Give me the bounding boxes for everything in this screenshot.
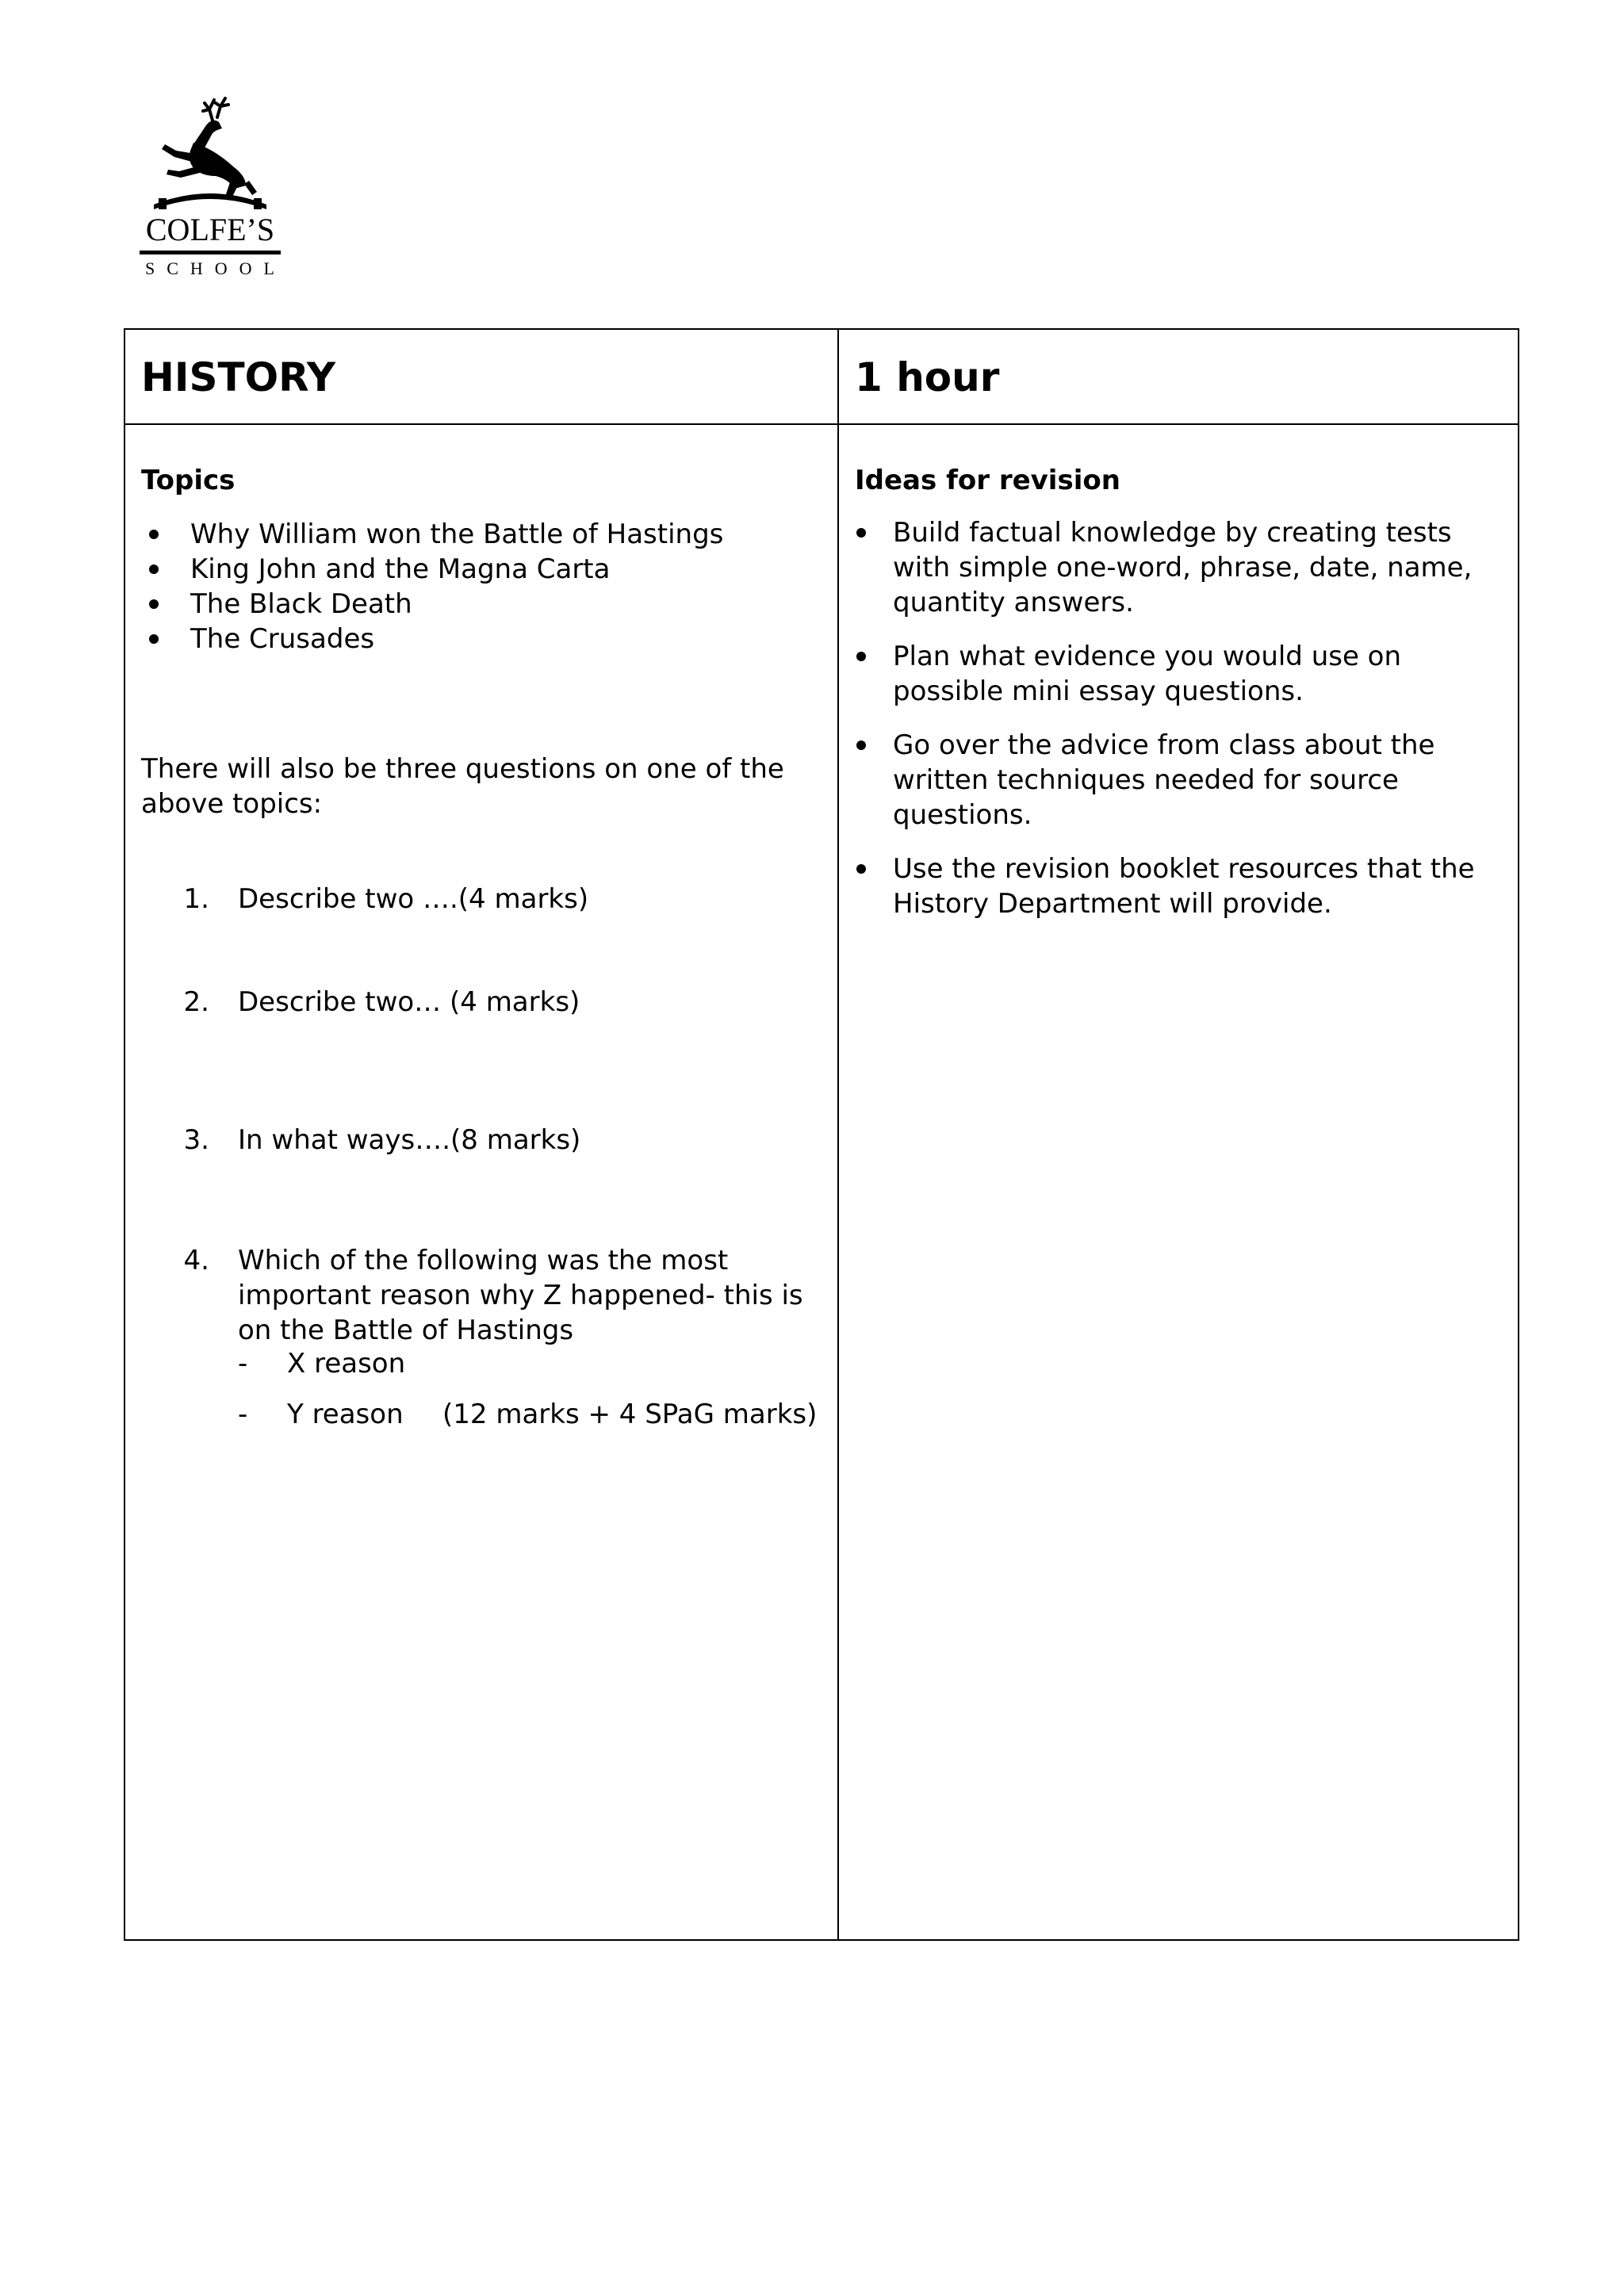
duration-title: 1 hour bbox=[855, 354, 1000, 400]
school-logo bbox=[127, 94, 293, 287]
revision-idea: Go over the advice from class about the written techniques needed for source questions. bbox=[855, 728, 1505, 832]
question-text: Describe two… (4 marks) bbox=[238, 986, 580, 1018]
question-text: Describe two ….(4 marks) bbox=[238, 883, 589, 915]
school-name: COLFE’S bbox=[145, 212, 275, 247]
option-text: X reason bbox=[287, 1348, 406, 1380]
question-text: In what ways….(8 marks) bbox=[238, 1124, 581, 1156]
revision-idea: Use the revision booklet resources that the History Department will provide. bbox=[855, 851, 1505, 921]
topic-item: Why William won the Battle of Hastings bbox=[141, 517, 823, 552]
questions-intro: There will also be three questions on one of the above topics: bbox=[141, 753, 784, 820]
topic-item: The Black Death bbox=[141, 587, 823, 622]
revision-idea: Plan what evidence you would use on possible mini essay questions. bbox=[855, 639, 1505, 709]
logo-divider bbox=[140, 251, 281, 254]
leaping-stag-crest-icon bbox=[127, 94, 293, 212]
topics-list bbox=[141, 517, 823, 656]
subject-title: HISTORY bbox=[141, 354, 336, 400]
option-text: Y reason bbox=[287, 1399, 404, 1430]
question-number: 1. bbox=[183, 883, 209, 915]
question-text: Which of the following was the most important reason why Z happened- this is on the Battle of Hastings bbox=[238, 1245, 803, 1346]
revision-idea: Build factual knowledge by creating tests with simple one-word, phrase, date, name, quantity answers. bbox=[855, 515, 1505, 620]
revision-heading: Ideas for revision bbox=[855, 465, 1120, 496]
option-dash: - bbox=[238, 1399, 248, 1430]
topics-heading: Topics bbox=[141, 465, 236, 496]
question-number: 4. bbox=[183, 1245, 209, 1276]
column-divider bbox=[837, 330, 839, 1939]
exam-info-table bbox=[124, 328, 1519, 1941]
header-divider bbox=[125, 423, 1518, 425]
revision-ideas-list bbox=[855, 515, 1505, 940]
option-dash: - bbox=[238, 1348, 248, 1380]
topic-item: The Crusades bbox=[141, 622, 823, 656]
question-number: 3. bbox=[183, 1124, 209, 1156]
topic-item: King John and the Magna Carta bbox=[141, 552, 823, 587]
question-number: 2. bbox=[183, 986, 209, 1018]
school-label: SCHOOL bbox=[144, 258, 286, 278]
option-marks: (12 marks + 4 SPaG marks) bbox=[442, 1399, 818, 1430]
